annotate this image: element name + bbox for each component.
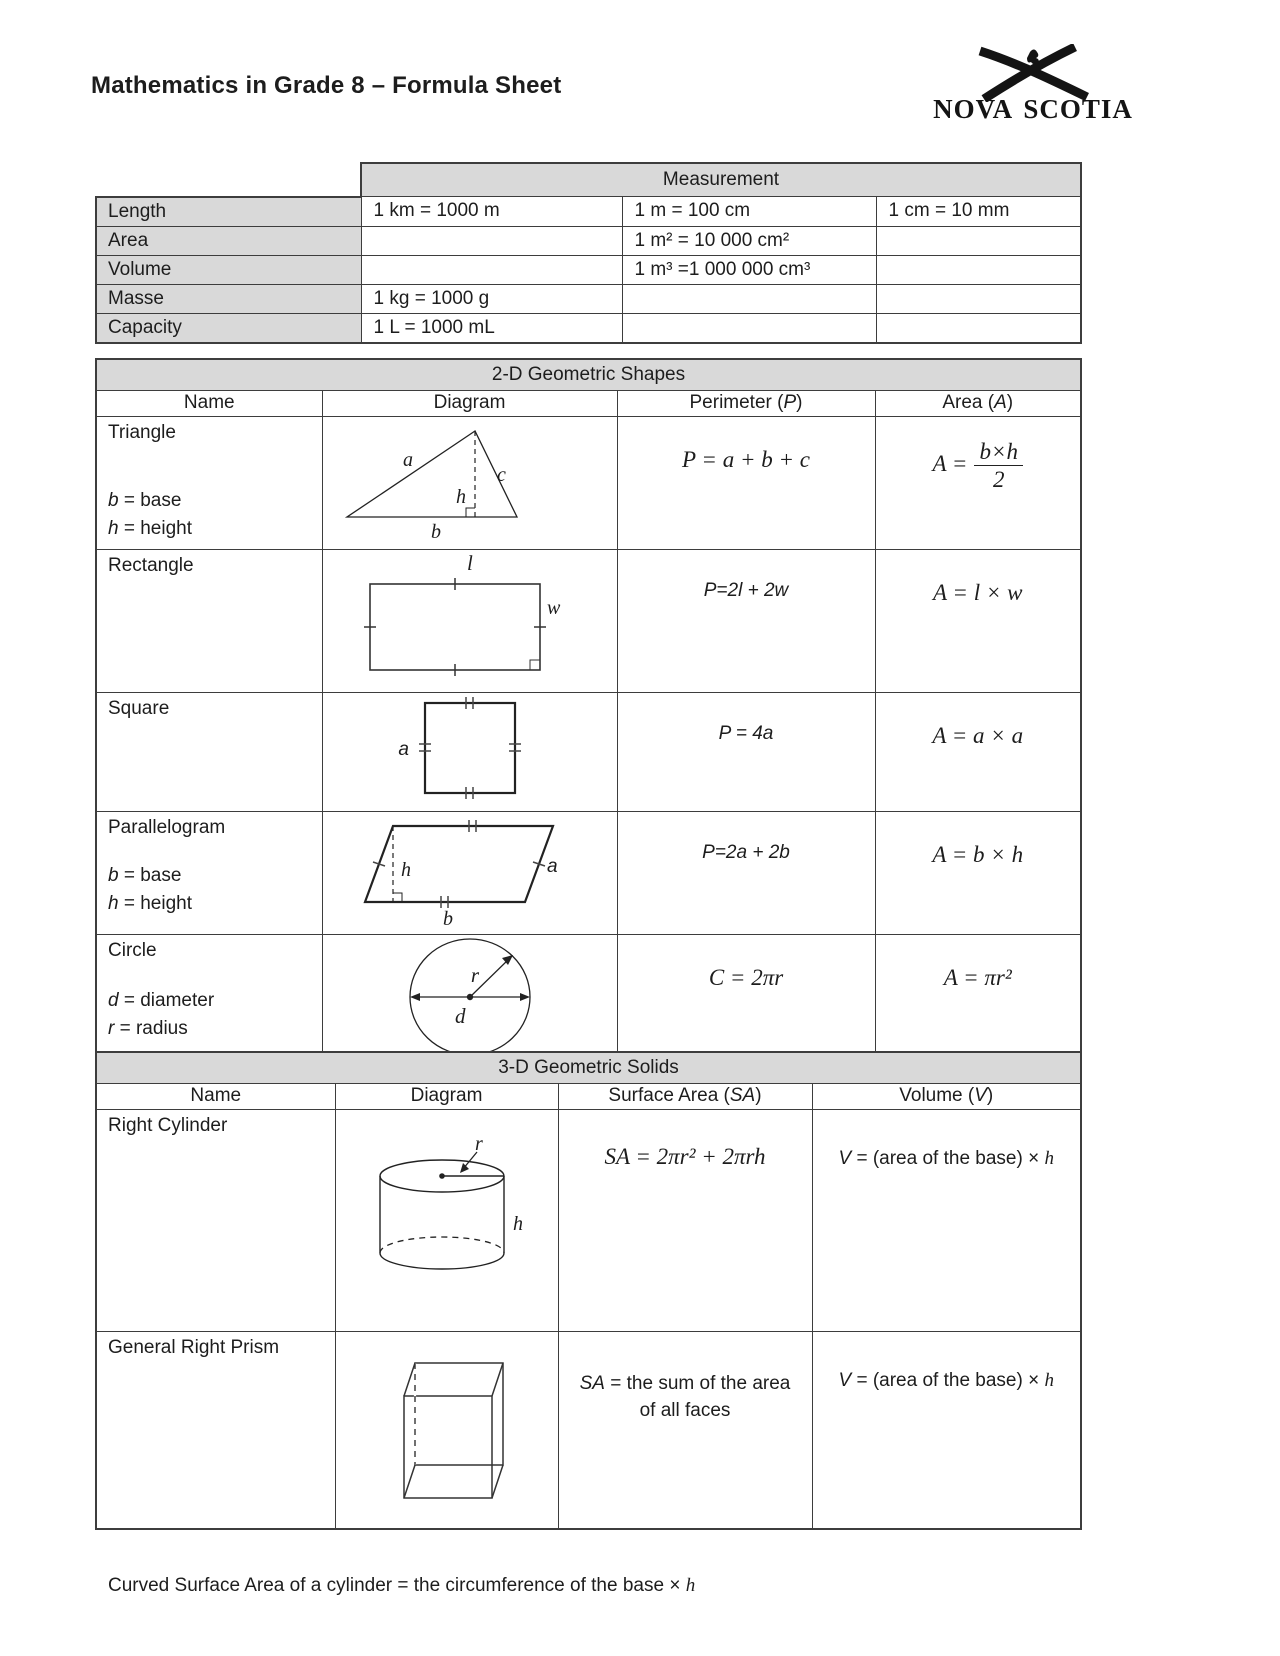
triangle-area-cell <box>875 416 1081 549</box>
row-volume <box>96 255 1081 284</box>
variable-definitions <box>108 862 192 918</box>
square-name-cell <box>96 692 322 811</box>
rectangle-area-cell <box>875 549 1081 692</box>
cell: 1 m³ =1 000 000 cm³ <box>622 255 876 284</box>
volume-formula: V = (area of the base) × h <box>838 1147 1054 1169</box>
area-formula: A = $\frac{b\times h}{2}$ <box>933 451 1023 476</box>
row-triangle <box>96 416 1081 549</box>
cell <box>622 284 876 313</box>
circle-diagram-cell <box>322 934 617 1070</box>
cell <box>361 255 622 284</box>
shape-name: Parallelogram <box>108 816 226 838</box>
measurement-title-row <box>96 163 1081 197</box>
row-general-right-prism <box>96 1331 1081 1529</box>
solids-3d-header-row <box>96 1083 1081 1109</box>
rectangle-diagram <box>325 550 615 686</box>
definition: h = height <box>108 892 192 914</box>
square-diagram-cell <box>322 692 617 811</box>
side-c-label: c <box>496 463 506 486</box>
row-label: Capacity <box>96 313 361 343</box>
perimeter-formula: P=2a + 2b <box>702 841 790 863</box>
square-diagram <box>325 693 615 805</box>
variable-definitions <box>108 487 192 543</box>
circumference-formula: C = 2πr <box>708 964 784 990</box>
nova-scotia-logo <box>928 50 1138 135</box>
base-label: b <box>430 520 441 541</box>
cell: 1 m = 100 cm <box>622 197 876 227</box>
perimeter-formula: P = a + b + c <box>682 446 810 472</box>
parallelogram-diagram-cell <box>322 811 617 934</box>
cell <box>361 226 622 255</box>
definition: d = diameter <box>108 989 215 1011</box>
shape-name: Triangle <box>108 421 176 443</box>
cell <box>876 284 1081 313</box>
side-label: a <box>546 855 558 877</box>
cell <box>876 313 1081 343</box>
header-diagram: Diagram <box>322 390 617 416</box>
row-parallelogram <box>96 811 1081 934</box>
definition: b = base <box>108 864 182 886</box>
footer-note: Curved Surface Area of a cylinder = the circumference of the base × h <box>108 1575 696 1596</box>
surface-area-formula: SA = 2πr² + 2πrh <box>604 1143 766 1169</box>
triangle-diagram <box>325 419 615 541</box>
width-label: w <box>546 596 560 619</box>
triangle-diagram-cell <box>322 416 617 549</box>
shape-name: Right Cylinder <box>108 1114 228 1136</box>
cylinder-diagram-cell <box>335 1109 558 1331</box>
circle-diagram <box>325 935 615 1063</box>
height-label: h <box>512 1212 523 1235</box>
area-formula: A = l × w <box>933 579 1023 605</box>
page-title: Mathematics in Grade 8 – Formula Sheet <box>91 72 562 99</box>
solids-3d-title: 3-D Geometric Solids <box>96 1052 1081 1083</box>
shapes-2d-table <box>95 358 1082 1071</box>
definition: b = base <box>108 489 182 511</box>
side-a-label: a <box>402 448 413 471</box>
row-label: Masse <box>96 284 361 313</box>
variable-definitions <box>108 987 214 1043</box>
prism-sa-cell <box>558 1331 812 1529</box>
shape-name: Circle <box>108 939 157 961</box>
height-label: h <box>400 858 411 881</box>
parallelogram-perimeter-cell <box>617 811 875 934</box>
radius-label: r <box>474 1137 483 1155</box>
header-name: Name <box>96 1083 335 1109</box>
prism-diagram <box>382 1356 512 1506</box>
parallelogram-area-cell <box>875 811 1081 934</box>
rectangle-perimeter-cell <box>617 549 875 692</box>
volume-formula: V = (area of the base) × h <box>838 1369 1054 1391</box>
header-volume: Volume (V) <box>812 1083 1081 1109</box>
logo-wordmark: NOVA SCOTIA <box>933 94 1133 124</box>
row-rectangle <box>96 549 1081 692</box>
cell <box>876 255 1081 284</box>
area-formula: A = b × h <box>932 841 1024 867</box>
length-label: l <box>466 550 473 575</box>
row-label: Length <box>96 197 361 227</box>
row-label: Area <box>96 226 361 255</box>
shape-name: Rectangle <box>108 554 194 576</box>
circle-name-cell <box>96 934 322 1070</box>
cell <box>622 313 876 343</box>
perimeter-formula: P = 4a <box>718 722 774 744</box>
header-name: Name <box>96 390 322 416</box>
cell: 1 cm = 10 mm <box>876 197 1081 227</box>
header-perimeter: Perimeter (P) <box>617 390 875 416</box>
cell: 1 km = 1000 m <box>361 197 622 227</box>
radius-label: r <box>470 962 479 987</box>
row-length <box>96 197 1081 227</box>
prism-diagram-cell <box>335 1331 558 1529</box>
shape-name: General Right Prism <box>108 1336 280 1358</box>
shapes-2d-title: 2-D Geometric Shapes <box>96 359 1081 390</box>
perimeter-formula: P=2l + 2w <box>703 579 789 601</box>
diameter-label: d <box>454 1003 465 1028</box>
shape-name: Square <box>108 697 170 719</box>
cell: 1 m² = 10 000 cm² <box>622 226 876 255</box>
row-square <box>96 692 1081 811</box>
area-formula: A = a × a <box>932 722 1024 748</box>
triangle-perimeter-cell <box>617 416 875 549</box>
row-area <box>96 226 1081 255</box>
prism-volume-cell <box>812 1331 1081 1529</box>
row-capacity <box>96 313 1081 343</box>
cell: 1 kg = 1000 g <box>361 284 622 313</box>
solids-3d-title-row <box>96 1052 1081 1083</box>
side-label: a <box>397 738 409 760</box>
square-perimeter-cell <box>617 692 875 811</box>
rectangle-diagram-cell <box>322 549 617 692</box>
row-circle <box>96 934 1081 1070</box>
lion-crest-icon <box>1027 50 1039 65</box>
prism-name-cell <box>96 1331 335 1529</box>
cylinder-diagram <box>347 1138 547 1288</box>
measurement-table <box>95 162 1082 344</box>
solids-3d-table <box>95 1051 1082 1530</box>
row-label: Volume <box>96 255 361 284</box>
circle-circumference-cell <box>617 934 875 1070</box>
cylinder-volume-cell <box>812 1109 1081 1331</box>
rectangle-name-cell <box>96 549 322 692</box>
cylinder-name-cell <box>96 1109 335 1331</box>
definition: h = height <box>108 517 192 539</box>
definition: r = radius <box>108 1017 188 1039</box>
surface-area-formula-line2: of all faces <box>639 1399 731 1421</box>
header-diagram: Diagram <box>335 1083 558 1109</box>
header-surface-area: Surface Area (SA) <box>558 1083 812 1109</box>
parallelogram-diagram <box>325 812 615 928</box>
measurement-title: Measurement <box>361 163 1081 197</box>
shapes-2d-header-row <box>96 390 1081 416</box>
cylinder-sa-cell <box>558 1109 812 1331</box>
header-area: Area (A) <box>875 390 1081 416</box>
square-area-cell <box>875 692 1081 811</box>
surface-area-formula: SA = the sum of the area <box>579 1372 791 1394</box>
shapes-2d-title-row <box>96 359 1081 390</box>
cell <box>876 226 1081 255</box>
triangle-name-cell <box>96 416 322 549</box>
empty-corner-cell <box>96 163 361 197</box>
base-label: b <box>442 907 453 928</box>
area-formula: A = πr² <box>943 964 1012 990</box>
height-label: h <box>455 485 466 508</box>
cell: 1 L = 1000 mL <box>361 313 622 343</box>
row-right-cylinder <box>96 1109 1081 1331</box>
circle-area-cell <box>875 934 1081 1070</box>
parallelogram-name-cell <box>96 811 322 934</box>
row-masse <box>96 284 1081 313</box>
